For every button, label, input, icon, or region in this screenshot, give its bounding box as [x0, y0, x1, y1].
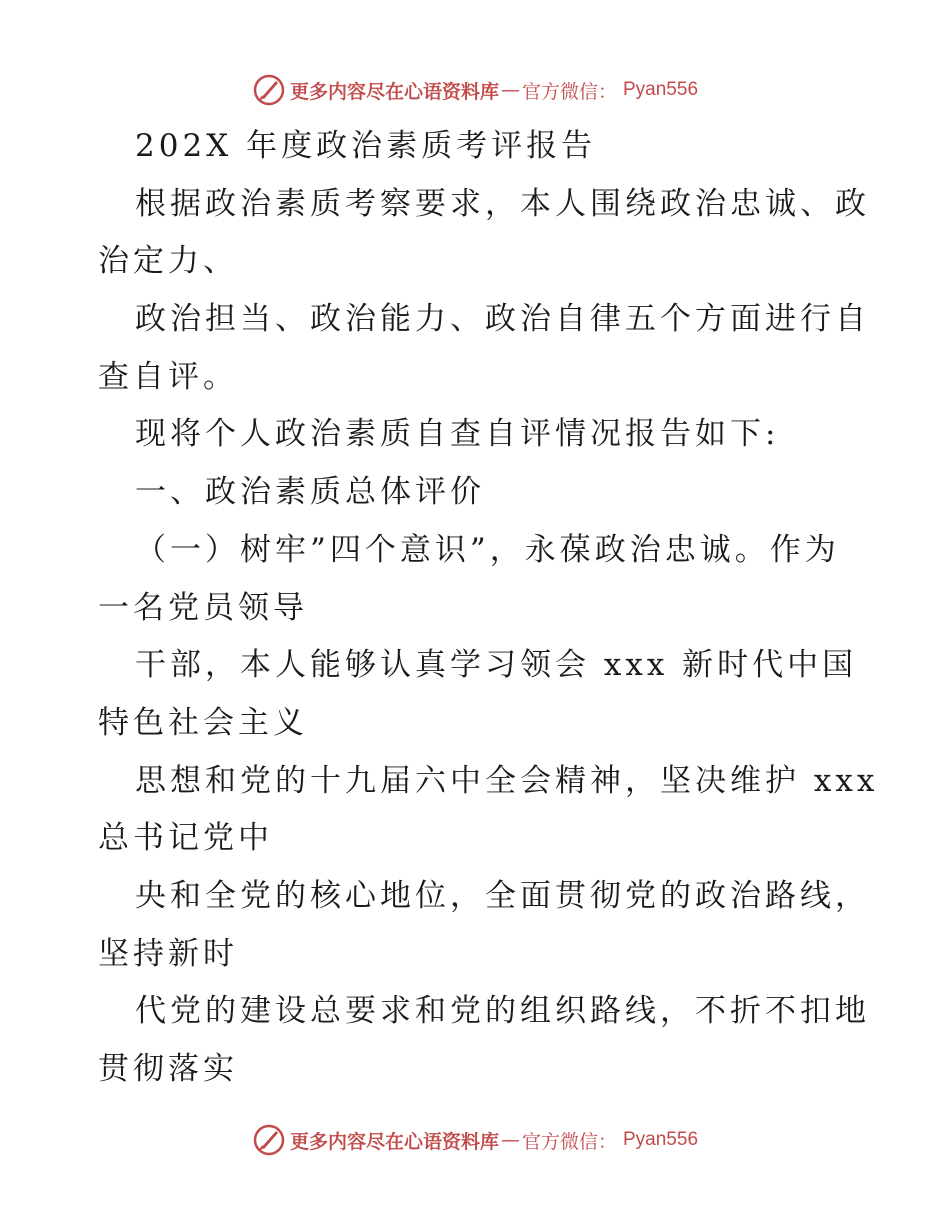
text-line: 一名党员领导: [98, 589, 308, 626]
wechat-id: Pyan556: [623, 79, 699, 100]
banner-text: 更多内容尽在心语资料库: [289, 1130, 499, 1153]
header-watermark-banner: [0, 70, 950, 110]
text-line: 坚持新时: [98, 935, 238, 972]
banner-dash: —: [500, 1129, 520, 1151]
text-line: 代党的建设总要求和党的组织路线，不折不扣地: [135, 993, 870, 1030]
document-body: [98, 118, 879, 1099]
text-line: （一）树牢”四个意识”，永葆政治忠诚。作为: [135, 531, 840, 568]
text-line: 央和全党的核心地位，全面贯彻党的政治路线，: [135, 877, 870, 914]
banner-text: 更多内容尽在心语资料库: [289, 80, 499, 103]
text-line: 政治担当、政治能力、政治自律五个方面进行自: [135, 301, 870, 338]
text-line: 干部，本人能够认真学习领会 xxx 新时代中国: [135, 647, 858, 684]
text-line: 特色社会主义: [98, 704, 308, 741]
text-line: 贯彻落实: [98, 1051, 238, 1087]
document-title: 202X 年度政治素质考评报告: [135, 128, 597, 164]
text-line: 根据政治素质考察要求，本人围绕政治忠诚、政: [135, 185, 870, 222]
text-line: 治定力、: [98, 243, 238, 280]
banner-dash: —: [500, 79, 520, 101]
wechat-label: 官方微信：: [521, 80, 617, 103]
quill-logo-icon: [252, 1123, 286, 1157]
text-line: 总书记党中: [98, 820, 273, 857]
text-line: 思想和党的十九届六中全会精神，坚决维护 xxx: [135, 762, 879, 799]
text-line: 现将个人政治素质自查自评情况报告如下:: [135, 416, 780, 453]
quill-logo-icon: [252, 73, 286, 107]
text-line: 查自评。: [98, 358, 238, 395]
footer-watermark-banner: [0, 1120, 950, 1160]
wechat-id: Pyan556: [623, 1129, 699, 1150]
text-line: 一、政治素质总体评价: [135, 474, 485, 511]
wechat-label: 官方微信：: [521, 1130, 617, 1153]
